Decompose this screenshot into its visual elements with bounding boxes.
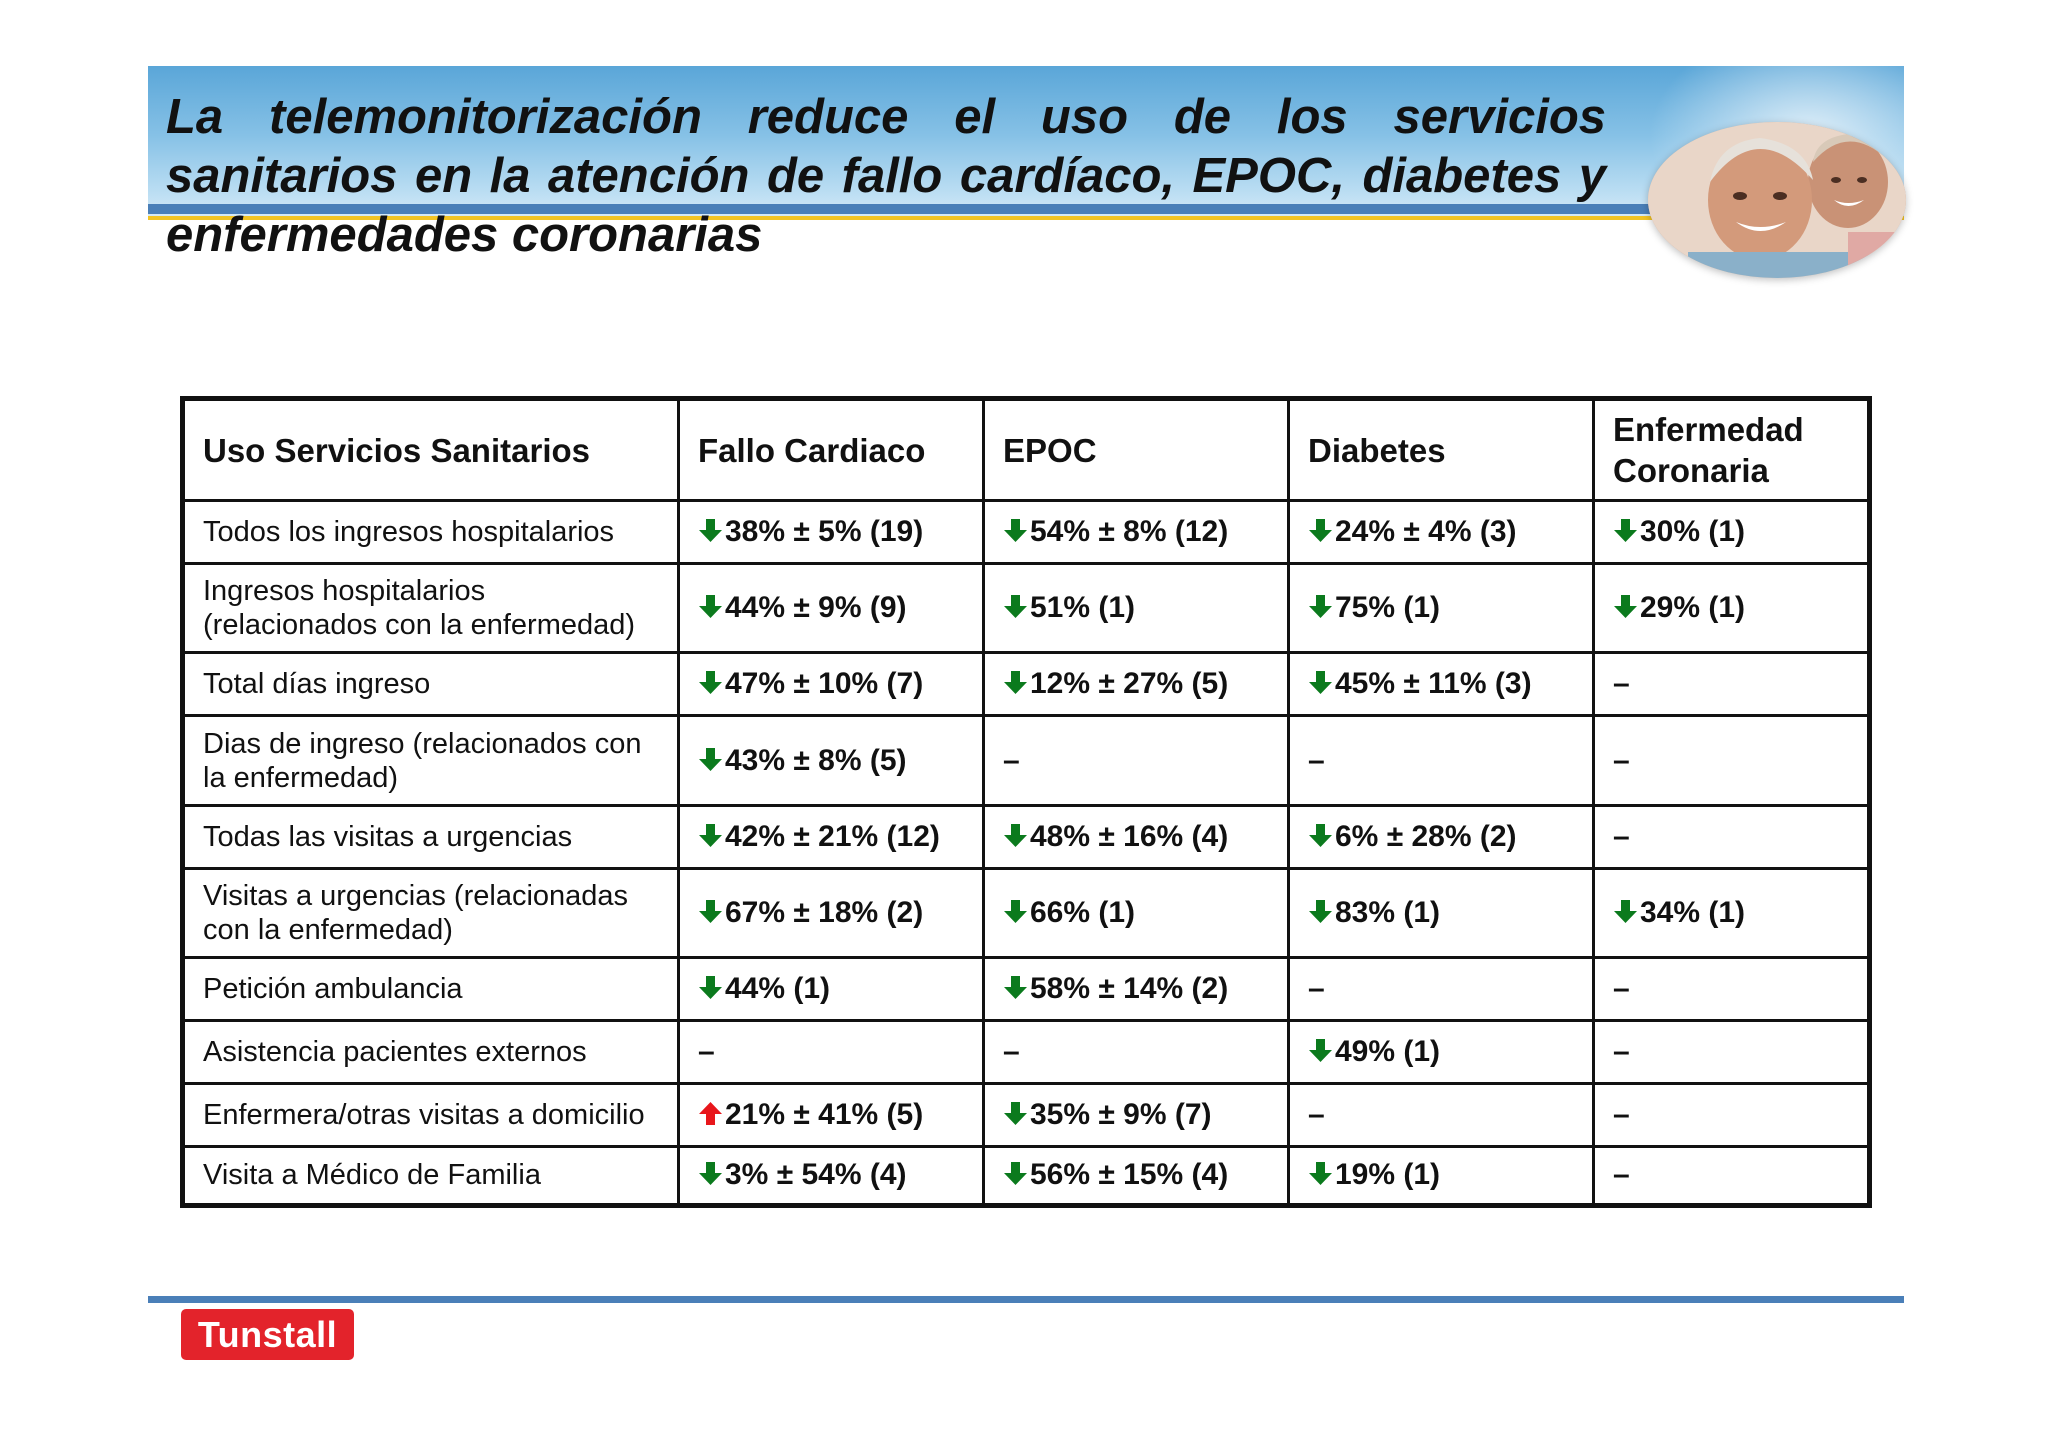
table-cell <box>1594 868 1870 957</box>
arrow-up-icon <box>698 1101 723 1126</box>
cell-value: – <box>1613 1158 1630 1192</box>
cell-value: 75% (1) <box>1335 591 1441 625</box>
cell-value: 42% ± 21% (12) <box>725 819 940 853</box>
arrow-down-icon <box>1003 1101 1028 1126</box>
table-cell <box>1289 1084 1594 1147</box>
arrow-down-icon <box>1308 1161 1333 1186</box>
arrow-down-icon <box>1003 823 1028 848</box>
table-cell <box>984 1146 1289 1205</box>
slide-title: La telemonitorización reduce el uso de los servicios sanitarios en la atención de fallo cardíaco, EPOC, diabetes y enfermedades coronarias <box>166 90 1606 262</box>
table-cell <box>1289 958 1594 1021</box>
arrow-down-icon <box>698 823 723 848</box>
table-cell <box>1289 805 1594 868</box>
table-cell <box>984 653 1289 716</box>
row-label: Asistencia pacientes externos <box>183 1021 679 1084</box>
table-cell <box>1594 1146 1870 1205</box>
cell-value: – <box>1613 819 1630 853</box>
table-cell <box>679 653 984 716</box>
table-cell <box>679 1021 984 1084</box>
cell-value: 6% ± 28% (2) <box>1335 819 1517 853</box>
table-cell <box>984 501 1289 564</box>
arrow-down-icon <box>1308 823 1333 848</box>
row-label: Dias de ingreso (relacionados con la enfermedad) <box>183 716 679 805</box>
cell-value: 24% ± 4% (3) <box>1335 514 1517 548</box>
cell-value: – <box>1308 972 1325 1006</box>
cell-value: – <box>1613 667 1630 701</box>
col-header-diabetes: Diabetes <box>1289 399 1594 501</box>
table-cell <box>984 805 1289 868</box>
arrow-down-icon <box>1003 594 1028 619</box>
cell-value: 66% (1) <box>1030 895 1136 929</box>
cell-value: 48% ± 16% (4) <box>1030 819 1229 853</box>
table-row <box>183 1146 1870 1205</box>
table-row <box>183 501 1870 564</box>
arrow-down-icon <box>698 899 723 924</box>
arrow-down-icon <box>1308 670 1333 695</box>
cell-value: 34% (1) <box>1640 895 1746 929</box>
table-cell <box>1594 563 1870 652</box>
arrow-down-icon <box>1308 1038 1333 1063</box>
table-cell <box>984 1084 1289 1147</box>
cell-value: – <box>1308 743 1325 777</box>
table-cell <box>984 716 1289 805</box>
table-cell <box>1289 501 1594 564</box>
elderly-couple-photo <box>1648 122 1906 278</box>
table-cell <box>1289 563 1594 652</box>
table-cell <box>1289 1146 1594 1205</box>
table-cell <box>984 563 1289 652</box>
table-cell <box>679 1146 984 1205</box>
arrow-down-icon <box>1003 1161 1028 1186</box>
arrow-down-icon <box>1003 975 1028 1000</box>
row-label: Ingresos hospitalarios (relacionados con la enfermedad) <box>183 563 679 652</box>
cell-value: 44% ± 9% (9) <box>725 591 907 625</box>
arrow-down-icon <box>1003 518 1028 543</box>
table-cell <box>679 805 984 868</box>
cell-value: 51% (1) <box>1030 591 1136 625</box>
table-cell <box>679 716 984 805</box>
table-cell <box>1594 805 1870 868</box>
cell-value: 83% (1) <box>1335 895 1441 929</box>
cell-value: 43% ± 8% (5) <box>725 743 907 777</box>
row-label: Visita a Médico de Familia <box>183 1146 679 1205</box>
cell-value: 54% ± 8% (12) <box>1030 514 1229 548</box>
table-row <box>183 1021 1870 1084</box>
table-row <box>183 805 1870 868</box>
table-cell <box>679 1084 984 1147</box>
row-label: Todos los ingresos hospitalarios <box>183 501 679 564</box>
table-cell <box>1594 1021 1870 1084</box>
arrow-down-icon <box>698 518 723 543</box>
cell-value: 56% ± 15% (4) <box>1030 1158 1229 1192</box>
cell-value: 67% ± 18% (2) <box>725 895 924 929</box>
tunstall-logo: Tunstall <box>181 1309 354 1360</box>
arrow-down-icon <box>698 670 723 695</box>
cell-value: 47% ± 10% (7) <box>725 667 924 701</box>
table-cell <box>1594 501 1870 564</box>
arrow-down-icon <box>1613 518 1638 543</box>
arrow-down-icon <box>698 1161 723 1186</box>
cell-value: 29% (1) <box>1640 591 1746 625</box>
row-label: Visitas a urgencias (relacionadas con la enfermedad) <box>183 868 679 957</box>
table-cell <box>679 868 984 957</box>
cell-value: 21% ± 41% (5) <box>725 1098 924 1131</box>
row-label: Petición ambulancia <box>183 958 679 1021</box>
row-label: Enfermera/otras visitas a domicilio <box>183 1084 679 1147</box>
col-header-coronary: Enfermedad Coronaria <box>1594 399 1870 501</box>
cell-value: 3% ± 54% (4) <box>725 1158 907 1192</box>
cell-value: 30% (1) <box>1640 514 1746 548</box>
cell-value: 38% ± 5% (19) <box>725 514 924 548</box>
arrow-down-icon <box>1003 899 1028 924</box>
table-cell <box>1594 958 1870 1021</box>
table-cell <box>1289 716 1594 805</box>
table-row <box>183 958 1870 1021</box>
cell-value: 44% (1) <box>725 972 831 1006</box>
cell-value: – <box>1613 743 1630 777</box>
table-cell <box>1594 653 1870 716</box>
table-header-row <box>183 399 1870 501</box>
cell-value: – <box>1003 743 1020 777</box>
col-header-heart-failure: Fallo Cardiaco <box>679 399 984 501</box>
row-label: Total días ingreso <box>183 653 679 716</box>
cell-value: 58% ± 14% (2) <box>1030 972 1229 1006</box>
col-header-service: Uso Servicios Sanitarios <box>183 399 679 501</box>
cell-value: 35% ± 9% (7) <box>1030 1098 1212 1131</box>
arrow-down-icon <box>698 747 723 772</box>
table-cell <box>984 958 1289 1021</box>
arrow-down-icon <box>1003 670 1028 695</box>
table-row <box>183 653 1870 716</box>
table-row <box>183 1084 1870 1147</box>
cell-value: – <box>1003 1035 1020 1069</box>
table-cell <box>679 563 984 652</box>
arrow-down-icon <box>1308 899 1333 924</box>
table-cell <box>984 1021 1289 1084</box>
cell-value: – <box>698 1035 715 1069</box>
table-row <box>183 716 1870 805</box>
cell-value: 19% (1) <box>1335 1158 1441 1192</box>
cell-value: 45% ± 11% (3) <box>1335 667 1532 701</box>
cell-value: – <box>1613 1035 1630 1069</box>
cell-value: – <box>1613 972 1630 1006</box>
cell-value: – <box>1308 1098 1325 1131</box>
cell-value: – <box>1613 1098 1630 1131</box>
arrow-down-icon <box>698 975 723 1000</box>
arrow-down-icon <box>1308 518 1333 543</box>
cell-value: 12% ± 27% (5) <box>1030 667 1229 701</box>
arrow-down-icon <box>1613 594 1638 619</box>
photo-illustration <box>1648 122 1906 278</box>
table-row <box>183 563 1870 652</box>
table-cell <box>1289 653 1594 716</box>
table-cell <box>679 501 984 564</box>
health-services-table <box>180 396 1872 1208</box>
table-cell <box>984 868 1289 957</box>
arrow-down-icon <box>698 594 723 619</box>
arrow-down-icon <box>1308 594 1333 619</box>
row-label: Todas las visitas a urgencias <box>183 805 679 868</box>
col-header-copd: EPOC <box>984 399 1289 501</box>
table-cell <box>1289 868 1594 957</box>
table-row <box>183 868 1870 957</box>
cell-value: 49% (1) <box>1335 1035 1441 1069</box>
table-cell <box>1594 1084 1870 1147</box>
arrow-down-icon <box>1613 899 1638 924</box>
table-cell <box>1289 1021 1594 1084</box>
table-cell <box>1594 716 1870 805</box>
table-cell <box>679 958 984 1021</box>
footer-rule <box>148 1296 1904 1303</box>
